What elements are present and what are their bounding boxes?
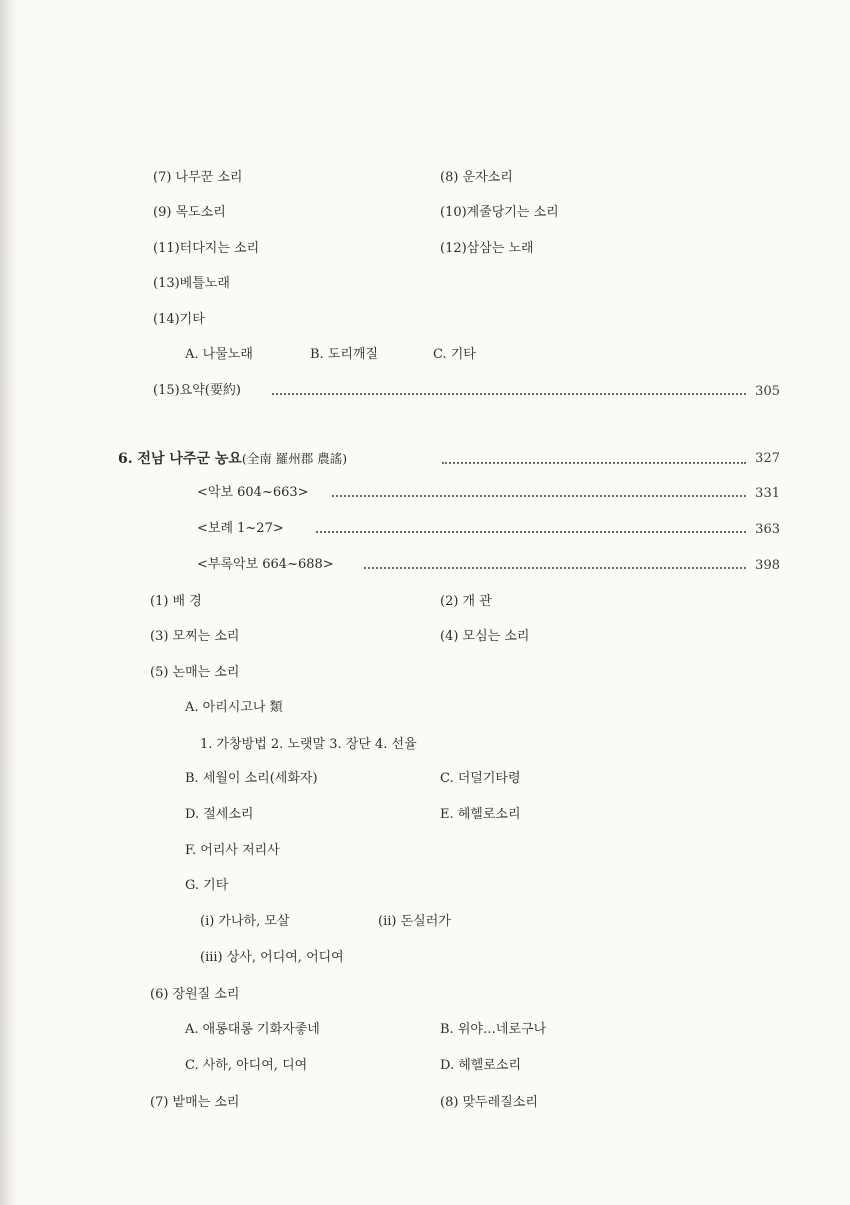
toc-entry-6-jangwonjil: (6) 장원질 소리 bbox=[150, 987, 240, 1002]
toc-entry-1-background: (1) 배 경 bbox=[150, 594, 202, 609]
toc-subentry-5c: C. 더덜기타령 bbox=[440, 771, 521, 786]
toc-entry-2-overview: (2) 개 관 bbox=[440, 594, 492, 609]
toc-entry-3-mojjineun: (3) 모찌는 소리 bbox=[150, 629, 240, 644]
toc-subentry-5g-ii: (ii) 돈실러가 bbox=[378, 914, 451, 929]
toc-entry-10-gyejul: (10)계줄당기는 소리 bbox=[440, 205, 559, 220]
page-number: 305 bbox=[755, 384, 780, 399]
toc-subentry-5g-iii: (iii) 상사, 어디여, 어디여 bbox=[200, 950, 344, 965]
toc-subentry-5g-i: (i) 가나하, 모살 bbox=[200, 914, 290, 929]
toc-entry-borye: <보례 1~27> bbox=[197, 521, 284, 536]
page-number: 398 bbox=[755, 558, 780, 573]
toc-entry-14-gita: (14)기타 bbox=[153, 312, 205, 327]
toc-subentry-6d: D. 헤헬로소리 bbox=[440, 1058, 522, 1073]
toc-subentry-5d: D. 절세소리 bbox=[185, 807, 254, 822]
toc-entry-7-batmaeneun: (7) 밭매는 소리 bbox=[150, 1095, 240, 1110]
toc-entry-9-mokdo: (9) 목도소리 bbox=[153, 205, 226, 220]
leader-dots bbox=[364, 566, 746, 569]
toc-entry-15-summary: (15)요약(要約) bbox=[153, 383, 241, 398]
toc-subentry-6b: B. 위야…네로구나 bbox=[440, 1022, 547, 1037]
section-title-hanja: (全南 羅州郡 農謠) bbox=[241, 451, 348, 466]
toc-subentry-14a: A. 나물노래 bbox=[185, 347, 253, 362]
toc-subentry-14c: C. 기타 bbox=[433, 347, 476, 362]
toc-entry-12-samsam: (12)삼삼는 노래 bbox=[440, 241, 534, 256]
toc-subentry-5e: E. 헤헬로소리 bbox=[440, 807, 521, 822]
toc-entry-burok: <부록악보 664~688> bbox=[197, 557, 334, 572]
toc-entry-akbo: <악보 604~663> bbox=[197, 485, 309, 500]
section-title: 전남 나주군 농요 bbox=[137, 451, 242, 467]
page-number: 331 bbox=[755, 486, 780, 501]
toc-entry-8-matdure: (8) 맞두레질소리 bbox=[440, 1095, 538, 1110]
toc-subentry-5a-list: 1. 가창방법 2. 노랫말 3. 장단 4. 선율 bbox=[200, 737, 417, 752]
toc-subentry-5a: A. 아리시고나 類 bbox=[185, 700, 283, 715]
toc-entry-13-beteul: (13)베틀노래 bbox=[153, 276, 230, 291]
leader-dots bbox=[272, 392, 746, 395]
leader-dots bbox=[442, 461, 746, 464]
section-heading-6 bbox=[118, 449, 347, 469]
toc-subentry-5b: B. 세월이 소리(세화자) bbox=[185, 771, 318, 786]
toc-entry-5-nonmaeneun: (5) 논매는 소리 bbox=[150, 665, 240, 680]
page-spine-shadow bbox=[0, 0, 18, 1205]
toc-entry-7-namukkun: (7) 나무꾼 소리 bbox=[153, 170, 243, 185]
leader-dots bbox=[332, 494, 746, 497]
page-number: 327 bbox=[755, 451, 780, 466]
toc-subentry-5f: F. 어리사 저리사 bbox=[185, 843, 280, 858]
toc-subentry-5g: G. 기타 bbox=[185, 878, 229, 893]
page-number: 363 bbox=[755, 522, 780, 537]
toc-subentry-14b: B. 도리깨질 bbox=[310, 347, 379, 362]
toc-entry-4-mosimneun: (4) 모심는 소리 bbox=[440, 629, 530, 644]
leader-dots bbox=[316, 530, 746, 533]
toc-entry-11-teodaji: (11)터다지는 소리 bbox=[153, 241, 260, 256]
section-number: 6. bbox=[118, 451, 133, 467]
toc-subentry-6c: C. 사하, 아디여, 디여 bbox=[185, 1058, 308, 1073]
toc-entry-8-unja: (8) 운자소리 bbox=[440, 170, 513, 185]
toc-subentry-6a: A. 애롱대롱 기화자좋네 bbox=[185, 1022, 320, 1037]
